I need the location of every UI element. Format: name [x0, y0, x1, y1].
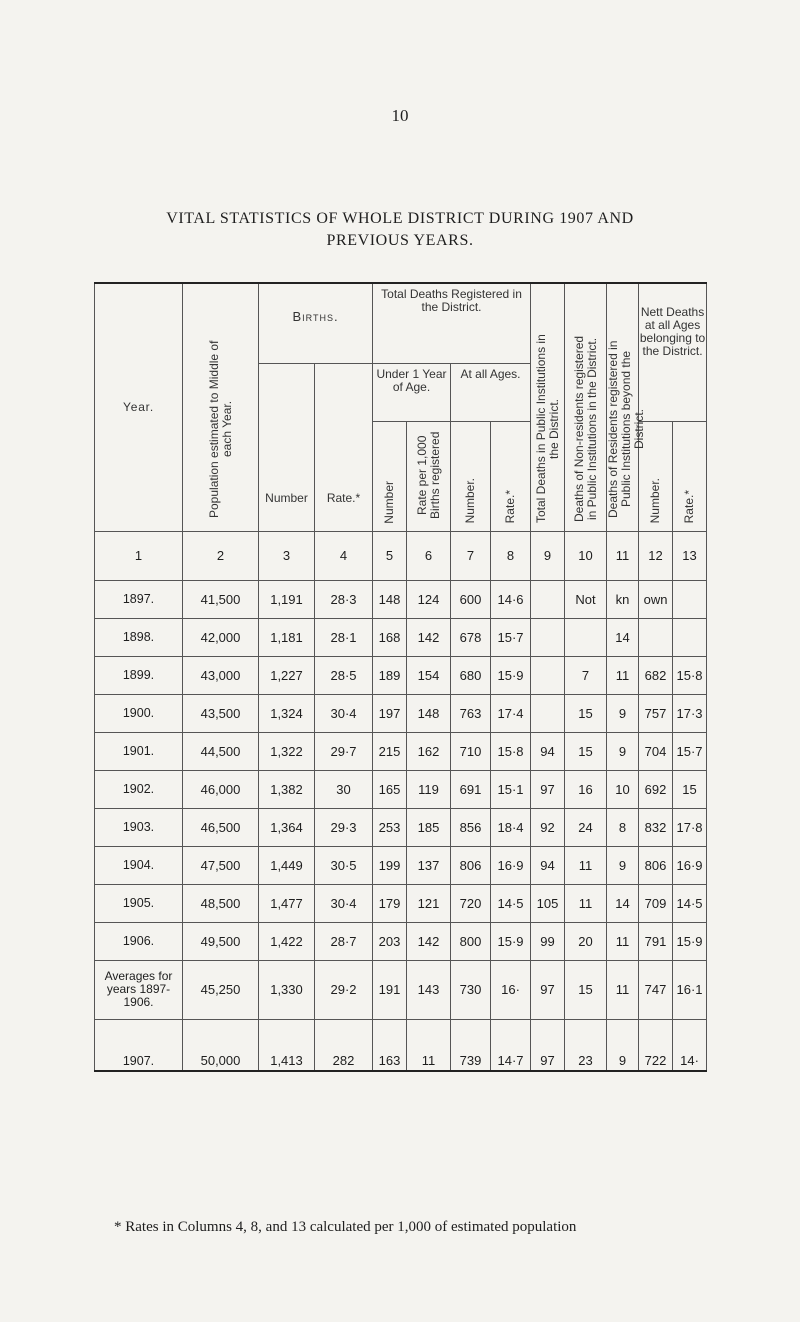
table-cell: 15·7 [673, 732, 707, 770]
table-cell: 11 [607, 656, 639, 694]
column-number: 2 [183, 531, 259, 580]
table-cell [565, 618, 607, 656]
table-cell: 1,477 [259, 884, 315, 922]
table-cell: 704 [639, 732, 673, 770]
table-cell: 15·9 [491, 922, 531, 960]
column-number: 13 [673, 531, 707, 580]
header-deaths-rate: Rate.* [491, 421, 531, 531]
table-cell: 8 [607, 808, 639, 846]
table-cell: 600 [451, 580, 491, 618]
header-births-number: Number [259, 363, 315, 531]
row-year: 1903. [95, 808, 183, 846]
table-cell: 30·5 [315, 846, 373, 884]
header-population: Population estimated to Middle of each Year. [183, 283, 259, 531]
table-cell: 143 [407, 960, 451, 1019]
table-cell [673, 580, 707, 618]
table-row [95, 694, 707, 732]
table-cell: 692 [639, 770, 673, 808]
table-row [95, 770, 707, 808]
table-cell [531, 618, 565, 656]
table-cell: own [639, 580, 673, 618]
table-cell: 9 [607, 1019, 639, 1071]
table-cell: kn [607, 580, 639, 618]
table-cell: 179 [373, 884, 407, 922]
table-cell: 97 [531, 1019, 565, 1071]
table-cell: 739 [451, 1019, 491, 1071]
table-cell: 15·8 [491, 732, 531, 770]
table-cell: 28·3 [315, 580, 373, 618]
column-number: 9 [531, 531, 565, 580]
table-cell: 800 [451, 922, 491, 960]
table-cell: 806 [451, 846, 491, 884]
table-cell: 148 [373, 580, 407, 618]
footnote: * Rates in Columns 4, 8, and 13 calculated per 1,000 of estimated population [114, 1219, 577, 1235]
table-cell: 9 [607, 732, 639, 770]
header-deaths-number: Number. [451, 421, 491, 531]
table-cell: 14· [673, 1019, 707, 1071]
table-cell: 11 [565, 846, 607, 884]
table-cell: 42,000 [183, 618, 259, 656]
table-cell: 1,181 [259, 618, 315, 656]
table-cell: 50,000 [183, 1019, 259, 1071]
table-cell: 14·5 [673, 884, 707, 922]
table-cell: 154 [407, 656, 451, 694]
table-cell: 17·8 [673, 808, 707, 846]
title-line-1: VITAL STATISTICS OF WHOLE DISTRICT DURING 1907 AND [166, 210, 634, 227]
row-year: 1898. [95, 618, 183, 656]
table-row [95, 618, 707, 656]
row-year: 1907. [95, 1019, 183, 1071]
column-number: 8 [491, 531, 531, 580]
table-cell: 11 [607, 960, 639, 1019]
table-cell: 16·9 [673, 846, 707, 884]
table-cell: 168 [373, 618, 407, 656]
table-cell: 197 [373, 694, 407, 732]
table-cell: 1,413 [259, 1019, 315, 1071]
table-cell: 747 [639, 960, 673, 1019]
column-number: 12 [639, 531, 673, 580]
table-cell: 121 [407, 884, 451, 922]
table-cell: 720 [451, 884, 491, 922]
table-cell: 1,322 [259, 732, 315, 770]
table-cell: 46,000 [183, 770, 259, 808]
table-cell: 29·3 [315, 808, 373, 846]
table-cell [673, 618, 707, 656]
table-cell: 162 [407, 732, 451, 770]
table-cell: 94 [531, 846, 565, 884]
column-number: 7 [451, 531, 491, 580]
table-cell: 7 [565, 656, 607, 694]
header-public-institutions: Total Deaths in Public Institutions in the District. [531, 283, 565, 531]
table-cell: 806 [639, 846, 673, 884]
table-cell: 17·3 [673, 694, 707, 732]
row-year: 1902. [95, 770, 183, 808]
table-cell: 47,500 [183, 846, 259, 884]
table-cell: 710 [451, 732, 491, 770]
table-cell: 142 [407, 922, 451, 960]
row-year: 1899. [95, 656, 183, 694]
page-number: 10 [391, 106, 409, 125]
table-cell: 28·1 [315, 618, 373, 656]
table-row [95, 808, 707, 846]
row-year: Averages for years 1897-1906. [95, 960, 183, 1019]
table-cell: 30 [315, 770, 373, 808]
header-births: Births. [259, 283, 373, 363]
table-cell: 17·4 [491, 694, 531, 732]
table-cell: 148 [407, 694, 451, 732]
table-cell: 730 [451, 960, 491, 1019]
table-cell: 119 [407, 770, 451, 808]
table-cell: 215 [373, 732, 407, 770]
table-cell: 137 [407, 846, 451, 884]
table-cell: 682 [639, 656, 673, 694]
table-cell: 45,250 [183, 960, 259, 1019]
header-nett-number: Number. [639, 421, 673, 531]
table-cell: 1,449 [259, 846, 315, 884]
table-cell: 9 [607, 694, 639, 732]
table-cell: 691 [451, 770, 491, 808]
header-infant-number: Number [373, 421, 407, 531]
row-year: 1906. [95, 922, 183, 960]
column-number: 11 [607, 531, 639, 580]
table-cell: 185 [407, 808, 451, 846]
table-row [95, 884, 707, 922]
column-number: 6 [407, 531, 451, 580]
table-cell: 15·8 [673, 656, 707, 694]
column-number-row [95, 531, 707, 580]
table-cell: 163 [373, 1019, 407, 1071]
table-cell: 1,364 [259, 808, 315, 846]
table-cell: 722 [639, 1019, 673, 1071]
header-births-rate: Rate.* [315, 363, 373, 531]
table-cell: 23 [565, 1019, 607, 1071]
table-cell [639, 618, 673, 656]
table-cell: 763 [451, 694, 491, 732]
row-year: 1900. [95, 694, 183, 732]
table-cell [531, 580, 565, 618]
table-cell: 1,324 [259, 694, 315, 732]
table-row [95, 1019, 707, 1071]
header-under-1-year: Under 1 Year of Age. [373, 363, 451, 421]
table-cell: 28·5 [315, 656, 373, 694]
table-row [95, 846, 707, 884]
table-cell: 1,191 [259, 580, 315, 618]
table-cell: 15 [565, 694, 607, 732]
table-cell: 44,500 [183, 732, 259, 770]
table-row [95, 656, 707, 694]
table-cell: Not [565, 580, 607, 618]
table-cell: 191 [373, 960, 407, 1019]
table-cell: 43,500 [183, 694, 259, 732]
table-cell: 11 [565, 884, 607, 922]
table-cell: 856 [451, 808, 491, 846]
table-cell: 41,500 [183, 580, 259, 618]
header-infant-rate: Rate per 1,000 Births registered [407, 421, 451, 531]
table-row [95, 732, 707, 770]
table-cell: 165 [373, 770, 407, 808]
table-row [95, 922, 707, 960]
table-cell: 678 [451, 618, 491, 656]
table-row [95, 580, 707, 618]
table-cell: 11 [607, 922, 639, 960]
table-cell: 16·1 [673, 960, 707, 1019]
table-cell: 105 [531, 884, 565, 922]
header-non-residents: Deaths of Non-residents registered in Public Institutions in the District. [565, 283, 607, 531]
table-cell: 20 [565, 922, 607, 960]
table-cell: 1,382 [259, 770, 315, 808]
table-cell: 142 [407, 618, 451, 656]
table-cell: 9 [607, 846, 639, 884]
table-cell [531, 656, 565, 694]
table-cell: 29·2 [315, 960, 373, 1019]
table-cell: 791 [639, 922, 673, 960]
table-cell: 16 [565, 770, 607, 808]
table-cell: 46,500 [183, 808, 259, 846]
table-cell: 16·9 [491, 846, 531, 884]
table-cell: 29·7 [315, 732, 373, 770]
table-cell: 199 [373, 846, 407, 884]
table-cell: 15·9 [491, 656, 531, 694]
table-cell: 99 [531, 922, 565, 960]
table-cell: 832 [639, 808, 673, 846]
header-nett-rate: Rate.* [673, 421, 707, 531]
table-cell: 15·7 [491, 618, 531, 656]
table-cell: 253 [373, 808, 407, 846]
vital-statistics-table [94, 282, 707, 1072]
table-cell: 15 [565, 732, 607, 770]
table-cell: 97 [531, 960, 565, 1019]
table-cell: 203 [373, 922, 407, 960]
header-all-ages: At all Ages. [451, 363, 531, 421]
table-cell: 30·4 [315, 884, 373, 922]
header-nett-deaths: Nett Deaths at all Ages belonging to the District. [639, 283, 707, 421]
column-number: 4 [315, 531, 373, 580]
table-cell: 680 [451, 656, 491, 694]
table-cell: 14·6 [491, 580, 531, 618]
table-cell: 94 [531, 732, 565, 770]
table-cell: 18·4 [491, 808, 531, 846]
table-cell: 14 [607, 884, 639, 922]
column-number: 3 [259, 531, 315, 580]
table-cell: 282 [315, 1019, 373, 1071]
table-cell: 30·4 [315, 694, 373, 732]
row-year: 1901. [95, 732, 183, 770]
table-cell: 11 [407, 1019, 451, 1071]
table-cell [531, 694, 565, 732]
table-cell: 16· [491, 960, 531, 1019]
table-cell: 14 [607, 618, 639, 656]
column-number: 5 [373, 531, 407, 580]
column-number: 10 [565, 531, 607, 580]
table-cell: 1,330 [259, 960, 315, 1019]
table-cell: 15·1 [491, 770, 531, 808]
table-cell: 15 [565, 960, 607, 1019]
column-number: 1 [95, 531, 183, 580]
table-cell: 10 [607, 770, 639, 808]
row-year: 1905. [95, 884, 183, 922]
table-cell: 124 [407, 580, 451, 618]
table-cell: 14·7 [491, 1019, 531, 1071]
title-line-2: PREVIOUS YEARS. [326, 232, 474, 249]
table-cell: 709 [639, 884, 673, 922]
table-cell: 1,422 [259, 922, 315, 960]
table-cell: 189 [373, 656, 407, 694]
table-cell: 92 [531, 808, 565, 846]
table-cell: 97 [531, 770, 565, 808]
row-year: 1897. [95, 580, 183, 618]
header-total-deaths: Total Deaths Registered in the District. [373, 283, 531, 363]
table-cell: 48,500 [183, 884, 259, 922]
header-year: Year. [95, 283, 183, 531]
table-cell: 15·9 [673, 922, 707, 960]
table-cell: 49,500 [183, 922, 259, 960]
table-cell: 1,227 [259, 656, 315, 694]
row-year: 1904. [95, 846, 183, 884]
table-cell: 43,000 [183, 656, 259, 694]
table-cell: 15 [673, 770, 707, 808]
page-title [0, 208, 800, 252]
table-cell: 757 [639, 694, 673, 732]
header-residents-beyond: Deaths of Residents registered in Public Institutions beyond the District. [607, 283, 639, 531]
averages-row [95, 960, 707, 1019]
table-cell: 14·5 [491, 884, 531, 922]
table-cell: 28·7 [315, 922, 373, 960]
table-cell: 24 [565, 808, 607, 846]
